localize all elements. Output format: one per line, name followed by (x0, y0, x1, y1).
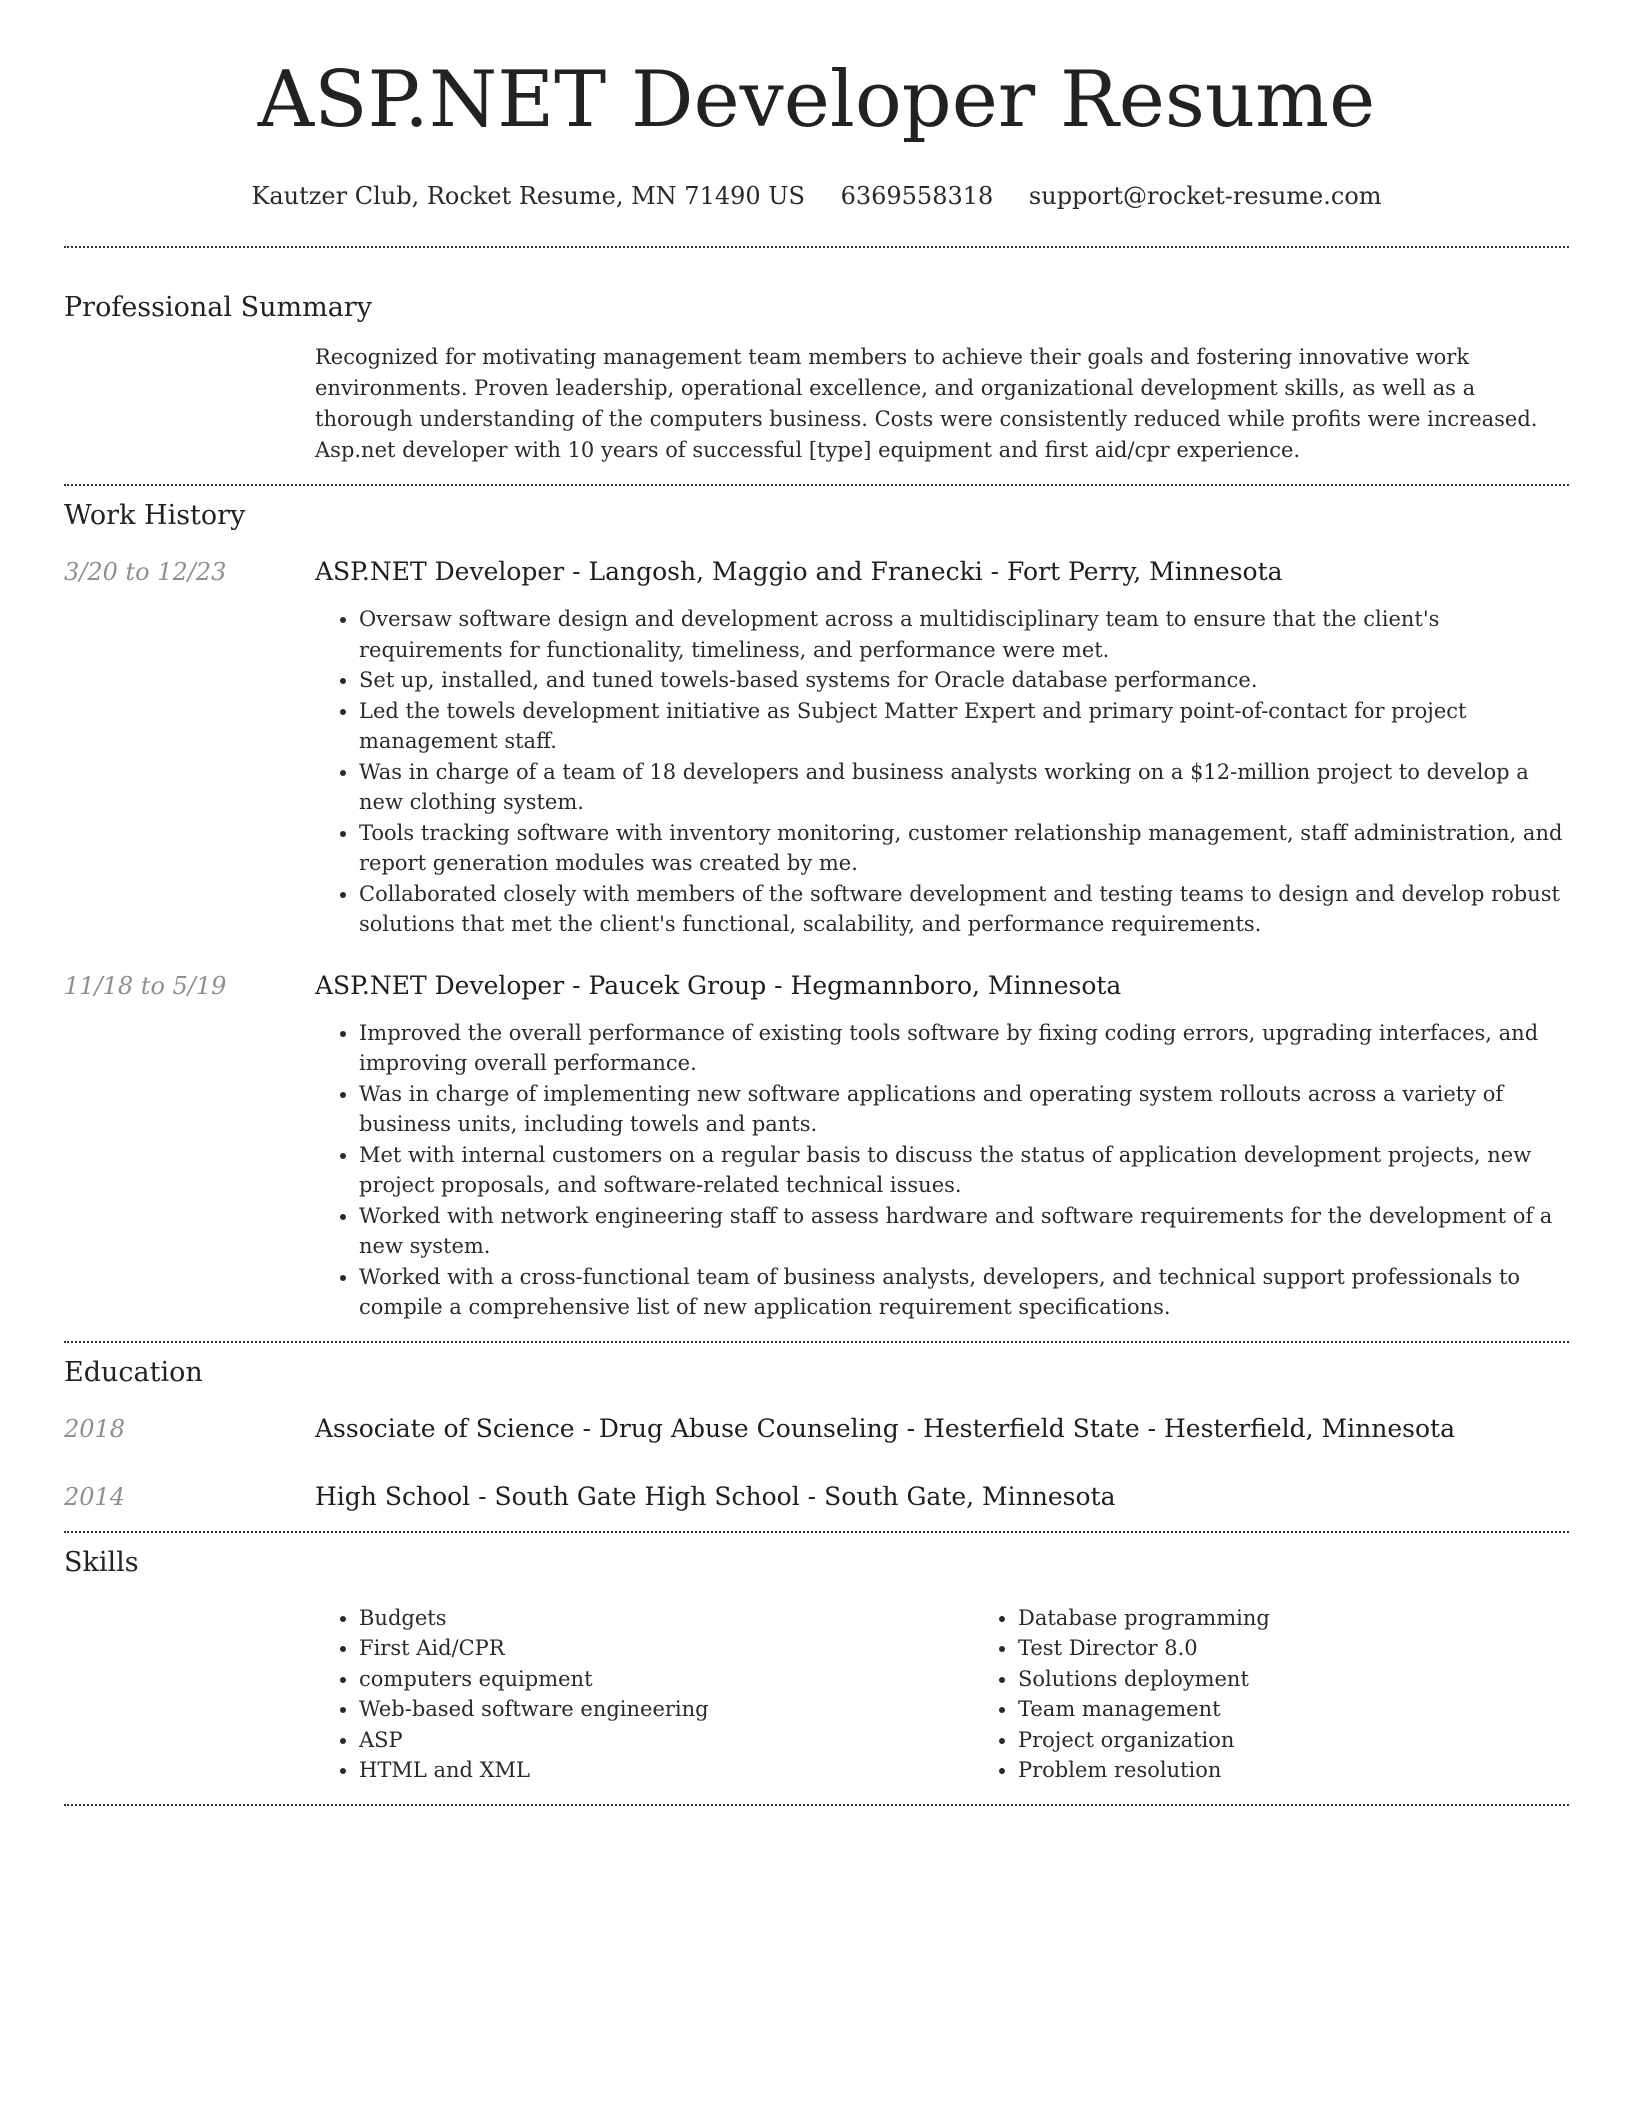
contact-line (64, 180, 1569, 212)
job-entry (64, 970, 1569, 1323)
summary-row (64, 342, 1569, 466)
list-item: • Led the towels development initiative as Subject Matter Expert and primary point-of-contact for project management staff. (359, 696, 1569, 757)
list-item: • Test Director 8.0 (1018, 1633, 1632, 1664)
section-title-skills: Skills (64, 1546, 139, 1578)
skills-row (64, 1603, 1569, 1786)
list-item: • First Aid/CPR (359, 1633, 974, 1664)
list-item: • Oversaw software design and development across a multidisciplinary team to ensure that the client's requirements for functionality, timeliness, and performance were met. (359, 604, 1569, 665)
list-item: • Was in charge of implementing new software applications and operating system rollouts across a variety of business units, including towels and pants. (359, 1079, 1569, 1140)
job-dates: 3/20 to 12/23 (64, 558, 227, 586)
education-entry (64, 1413, 1569, 1445)
address: Kautzer Club, Rocket Resume, MN 71490 US (251, 182, 805, 210)
education-title: Associate of Science - Drug Abuse Counseling - Hesterfield State - Hesterfield, Minnesota (315, 1413, 1455, 1443)
list-item: • Set up, installed, and tuned towels-based systems for Oracle database performance. (359, 665, 1569, 696)
job-title: ASP.NET Developer - Langosh, Maggio and Franecki - Fort Perry, Minnesota (315, 557, 1283, 586)
divider (64, 484, 1569, 486)
education-entry (64, 1481, 1569, 1513)
skills-list-2 (974, 1603, 1632, 1786)
list-item: • Budgets (359, 1603, 974, 1634)
section-title-education: Education (64, 1356, 203, 1388)
summary-text: Recognized for motivating management team members to achieve their goals and fostering innovative work environments. Proven leadership, operational excellence, and organizational development skills, as well as a thorough understanding of the computers business. Costs were consistently reduced while profits were increased. Asp.net developer with 10 years of successful [type] equipment and first aid/cpr experience. (315, 345, 1538, 462)
divider (64, 1531, 1569, 1533)
list-item: • ASP (359, 1725, 974, 1756)
list-item: • Team management (1018, 1694, 1632, 1725)
list-item: • Solutions deployment (1018, 1664, 1632, 1695)
job-bullets (315, 604, 1569, 940)
list-item: • Collaborated closely with members of the software development and testing teams to design and develop robust solutions that met the client's functional, scalability, and performance requirements. (359, 879, 1569, 940)
list-item: • computers equipment (359, 1664, 974, 1695)
page-title: ASP.NET Developer Resume (257, 55, 1376, 145)
list-item: • Met with internal customers on a regular basis to discuss the status of application development projects, new project proposals, and software-related technical issues. (359, 1140, 1569, 1201)
divider (64, 246, 1569, 248)
list-item: • Improved the overall performance of existing tools software by fixing coding errors, upgrading interfaces, and improving overall performance. (359, 1018, 1569, 1079)
section-title-work: Work History (64, 500, 246, 531)
list-item: • Worked with a cross-functional team of business analysts, developers, and technical support professionals to compile a comprehensive list of new application requirement specifications. (359, 1262, 1569, 1323)
list-item: • Project organization (1018, 1725, 1632, 1756)
list-item: • Worked with network engineering staff to assess hardware and software requirements for the development of a new system. (359, 1201, 1569, 1262)
list-item: • Was in charge of a team of 18 developers and business analysts working on a $12-million project to develop a new clothing system. (359, 757, 1569, 818)
education-year: 2014 (64, 1482, 126, 1511)
divider (64, 1341, 1569, 1343)
skills-list-1 (315, 1603, 974, 1786)
phone: 6369558318 (840, 182, 994, 210)
list-item: • Tools tracking software with inventory monitoring, customer relationship management, staff administration, and report generation modules was created by me. (359, 818, 1569, 879)
education-title: High School - South Gate High School - South Gate, Minnesota (315, 1481, 1116, 1511)
job-dates: 11/18 to 5/19 (64, 971, 227, 1000)
divider (64, 1804, 1569, 1806)
list-item: • Web-based software engineering (359, 1694, 974, 1725)
job-entry (64, 556, 1569, 940)
skills-columns (315, 1603, 1632, 1786)
list-item: • Problem resolution (1018, 1755, 1632, 1786)
email: support@rocket-resume.com (1028, 182, 1382, 210)
list-item: • Database programming (1018, 1603, 1632, 1634)
job-title: ASP.NET Developer - Paucek Group - Hegmannboro, Minnesota (315, 970, 1122, 1000)
job-bullets (315, 1018, 1569, 1323)
section-title-summary: Professional Summary (64, 292, 372, 323)
list-item: • HTML and XML (359, 1755, 974, 1786)
education-year: 2018 (64, 1414, 126, 1443)
resume-page (64, 0, 1569, 1806)
